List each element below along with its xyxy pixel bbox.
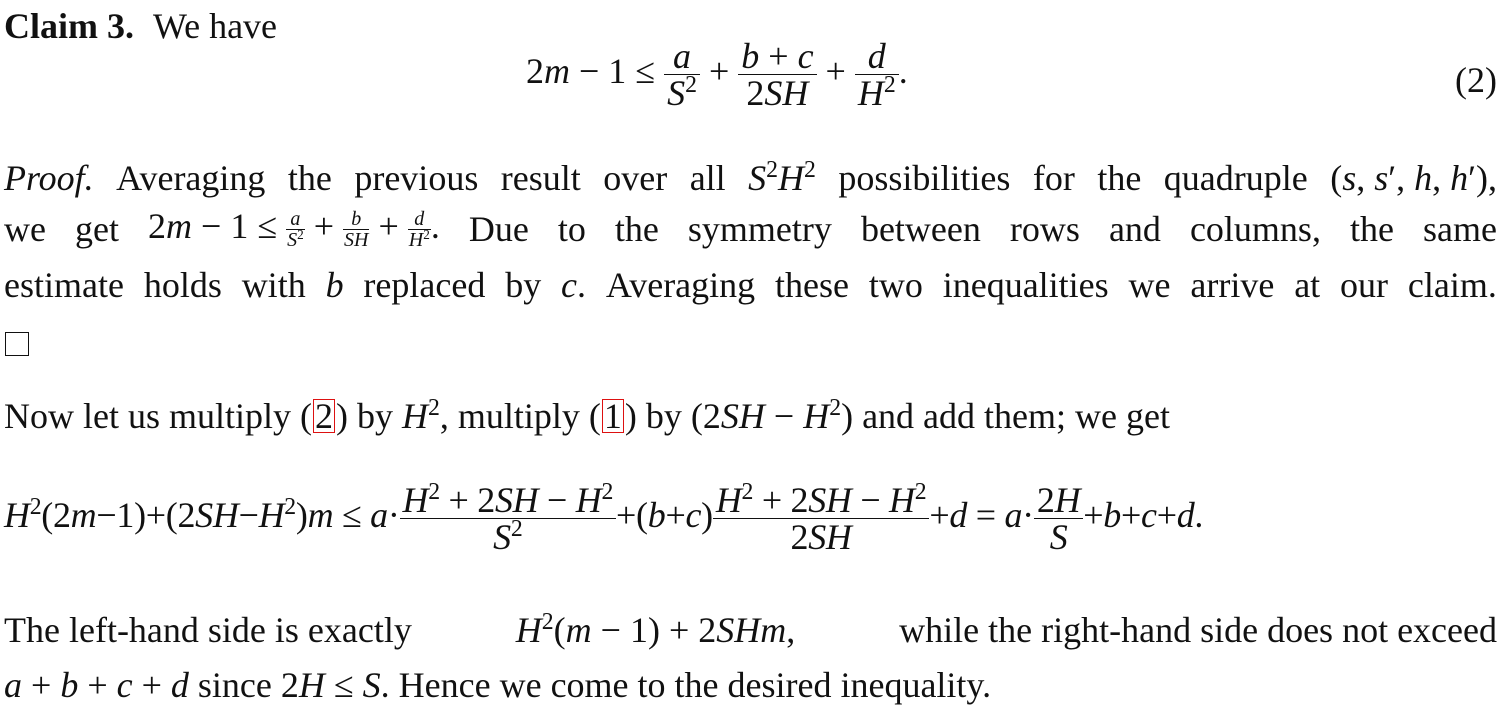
word: over <box>603 158 668 198</box>
word: with <box>241 265 306 305</box>
claim-intro: We have <box>153 6 278 46</box>
display-equation-2: 2m − 1 ≤ $\frac{a}{S^2}$ + $\frac{b + c}{2SH}$ + $\frac{d}{H^2}$ . <box>526 36 908 113</box>
word: possibilities <box>838 158 1011 198</box>
word: columns, <box>1189 209 1321 250</box>
qed-box <box>5 326 29 362</box>
word: these <box>775 265 849 305</box>
word: symmetry <box>687 209 832 250</box>
proof-label: Proof. <box>4 158 94 198</box>
math-lhs-expression: $H^2(m - 1) + 2SHm$, <box>515 608 796 650</box>
text-segment: by <box>636 396 691 436</box>
math-b: b <box>325 265 344 305</box>
fraction-term-bc: $\frac{H^2 + 2SH - H^2}{2SH}$ <box>713 482 929 555</box>
word: claim. <box>1407 265 1497 305</box>
word: arrive <box>1190 265 1275 305</box>
word: Due <box>468 209 529 250</box>
text-segment: . Hence we come to the desired inequality. <box>380 665 992 705</box>
word: rows <box>1009 209 1080 250</box>
word: at <box>1294 265 1321 305</box>
word: we <box>1128 265 1171 305</box>
word: inequalities <box>942 265 1109 305</box>
equation-ref-1[interactable]: 1 <box>603 396 622 436</box>
text-segment: The left-hand side is exactly <box>4 610 412 650</box>
word: result <box>500 158 581 198</box>
proof-line-3 <box>4 267 1497 303</box>
word: the <box>1349 209 1394 250</box>
fraction-bc-over-2sh: $\frac{b + c}{2SH}$ <box>738 38 816 111</box>
word: between <box>860 209 981 250</box>
word: the <box>287 158 332 198</box>
word: replaced <box>363 265 486 305</box>
word: quadruple <box>1163 158 1308 198</box>
word: the <box>1097 158 1142 198</box>
word: estimate <box>4 265 124 305</box>
text-segment: by <box>348 396 402 436</box>
word: previous <box>354 158 479 198</box>
fraction-2h-over-s: $\frac{2H}{S}$ <box>1034 482 1083 555</box>
word: to <box>557 209 586 250</box>
word: get <box>75 209 119 250</box>
fraction-d-over-h2: $\frac{d}{H^2}$ <box>855 38 899 111</box>
word: the <box>614 209 659 250</box>
word: by <box>505 265 542 305</box>
word: we <box>4 209 46 250</box>
math-s2h2: $S^2H^2$ <box>748 156 816 198</box>
text-segment: while the right-hand side does not exceed <box>899 610 1497 650</box>
claim-label: Claim 3. <box>4 6 134 46</box>
qed-square-icon <box>5 332 29 356</box>
text-segment: and add them; we get <box>853 396 1170 436</box>
proof-line-2 <box>4 208 1497 250</box>
paragraph-lhs <box>4 608 1497 650</box>
word: Averaging <box>116 158 266 198</box>
word: and <box>1108 209 1161 250</box>
word: all <box>689 158 726 198</box>
math-quadruple: (s, s′, h, h′), <box>1330 158 1497 198</box>
proof-line-1 <box>4 156 1497 198</box>
text-segment: Now let us multiply <box>4 396 300 436</box>
word: holds <box>143 265 222 305</box>
word: same <box>1423 209 1497 250</box>
display-equation-sum: $H^2(2m-1)+(2SH-H^2)m \le a\cdot$ $\frac{H^2 + 2SH - H^2}{S^2}$ +(b+c) $\frac{H^2 + 2SH - H^2}{2SH}$ +d = a· $\frac{2H}{S}$ +b+c+d. <box>4 478 1204 557</box>
word: for <box>1032 158 1075 198</box>
fraction-term-a: $\frac{H^2 + 2SH - H^2}{S^2}$ <box>400 482 616 555</box>
paragraph-conclusion: a + b + c + d since 2H ≤ S. Hence we come to the desired inequality. <box>4 665 992 705</box>
equation-number: (2) <box>1455 60 1497 100</box>
paragraph-multiply: Now let us multiply (2) by $H^2$, multiply (1) by $(2SH - H^2)$ and add them; we get <box>4 394 1170 436</box>
word: Averaging <box>605 265 756 305</box>
equation-ref-2[interactable]: 2 <box>315 396 333 436</box>
text-segment: since <box>197 665 272 705</box>
fraction-a-over-s2: $\frac{a}{S^2}$ <box>664 38 700 111</box>
word: our <box>1340 265 1389 305</box>
math-c: c. <box>561 265 587 305</box>
math-inline-inequality: 2m − 1 ≤ $\frac{a}{S^2}$ + $\frac{b}{SH}$ + $\frac{d}{H^2}$ . <box>148 206 440 252</box>
claim-heading <box>4 8 277 44</box>
text-segment: , multiply <box>439 396 589 436</box>
word: two <box>868 265 923 305</box>
